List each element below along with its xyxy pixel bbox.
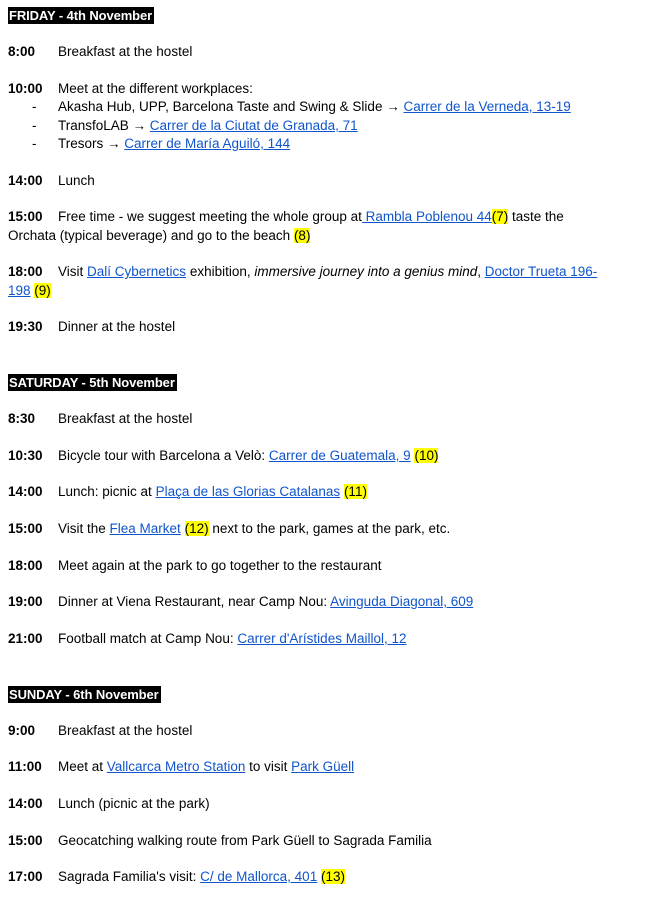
time-label: 15:00 <box>8 209 43 224</box>
address-link[interactable]: Plaça de las Glorias Catalanas <box>155 484 341 499</box>
exhibition-tagline: immersive journey into a genius mind <box>254 264 478 279</box>
address-link[interactable]: Carrer de Guatemala, 9 <box>268 448 411 463</box>
activity-text <box>58 867 648 886</box>
activity-text-part: Sagrada Familia's visit: <box>58 869 201 884</box>
activity-text: Breakfast at the hostel <box>58 723 193 738</box>
activity-text <box>58 757 648 776</box>
time-label: 8:30 <box>8 411 36 426</box>
activity-text: Dinner at the hostel <box>58 319 176 334</box>
map-marker-number: (8) <box>293 228 311 243</box>
address-link[interactable]: C/ de Mallorca, 401 <box>200 869 318 884</box>
time-label: 21:00 <box>8 631 43 646</box>
activity-text: Meet again at the park to go together to the restaurant <box>58 558 382 573</box>
bullet-dash: - <box>32 99 37 114</box>
activity-text: Geocatching walking route from Park Güell to Sagrada Familia <box>58 833 432 848</box>
address-link[interactable]: Carrer d'Arístides Maillol, 12 <box>237 631 407 646</box>
time-label: 19:30 <box>8 319 43 334</box>
time-label: 10:30 <box>8 448 43 463</box>
activity-text <box>58 482 648 501</box>
activity-text-part: taste the Orchata (typical beverage) and go to the beach <box>8 209 564 243</box>
activity-text <box>58 519 648 538</box>
time-label: 19:00 <box>8 594 43 609</box>
activity-text-part: Visit the <box>58 521 110 536</box>
sub-item-text: TransfoLAB → <box>58 118 150 133</box>
activity-text-part: Football match at Camp Nou: <box>58 631 238 646</box>
time-label: 11:00 <box>8 759 42 774</box>
activity-text-part: Visit <box>58 264 88 279</box>
address-link[interactable]: Carrer de María Aguiló, 144 <box>124 136 291 151</box>
time-label: 9:00 <box>8 723 36 738</box>
activity-text <box>58 446 648 465</box>
metro-station-link[interactable]: Vallcarca Metro Station <box>106 759 246 774</box>
activity-text: Meet at the different workplaces: <box>58 81 253 96</box>
address-link[interactable]: Carrer de la Verneda, 13-19 <box>403 99 571 114</box>
activity-text: Breakfast at the hostel <box>58 44 193 59</box>
activity-text-part: Bicycle tour with Barcelona a Velò: <box>58 448 269 463</box>
activity-text: Lunch <box>58 173 95 188</box>
activity-text-part: Dinner at Viena Restaurant, near Camp Nou: <box>58 594 331 609</box>
time-label: 18:00 <box>8 558 43 573</box>
day-header-saturday: SATURDAY - 5th November <box>9 375 175 390</box>
bullet-dash: - <box>32 136 37 151</box>
activity-text: Breakfast at the hostel <box>58 411 193 426</box>
sub-item-text: Akasha Hub, UPP, Barcelona Taste and Swing & Slide → <box>58 99 404 114</box>
activity-text: Lunch (picnic at the park) <box>58 796 210 811</box>
time-label: 14:00 <box>8 796 43 811</box>
map-marker-number: (10) <box>414 448 439 463</box>
bullet-dash: - <box>32 118 37 133</box>
activity-text <box>58 629 648 648</box>
schedule-row <box>8 207 648 247</box>
exhibition-link[interactable]: Dalí Cybernetics <box>87 264 187 279</box>
time-label: 14:00 <box>8 484 43 499</box>
time-label: 14:00 <box>8 173 43 188</box>
day-header-friday: FRIDAY - 4th November <box>9 8 153 23</box>
address-link[interactable]: Carrer de la Ciutat de Granada, 71 <box>149 118 358 133</box>
address-link[interactable]: Avinguda Diagonal, 609 <box>330 594 474 609</box>
map-marker-number: (7) <box>491 209 509 224</box>
activity-text-part: next to the park, games at the park, etc. <box>208 521 451 536</box>
address-link[interactable]: Doctor Trueta 196-198 <box>8 264 598 298</box>
park-link[interactable]: Park Güell <box>291 759 355 774</box>
activity-text-part: , <box>477 264 485 279</box>
time-label: 15:00 <box>8 833 43 848</box>
time-label: 10:00 <box>8 81 43 96</box>
address-link[interactable]: Rambla Poblenou 44 <box>361 209 492 224</box>
activity-text-part: exhibition, <box>186 264 255 279</box>
place-link[interactable]: Flea Market <box>109 521 181 536</box>
day-header-sunday: SUNDAY - 6th November <box>9 687 159 702</box>
activity-text <box>58 592 648 611</box>
time-label: 15:00 <box>8 521 43 536</box>
sub-item-text: Tresors → <box>58 136 125 151</box>
activity-text <box>8 262 598 300</box>
activity-text-part: Meet at <box>58 759 107 774</box>
map-marker-number: (13) <box>320 869 345 884</box>
activity-text-part: Free time - we suggest meeting the whole group at <box>58 209 362 224</box>
activity-text <box>8 207 598 245</box>
map-marker-number: (9) <box>34 283 51 298</box>
time-label: 18:00 <box>8 264 43 279</box>
map-marker-number: (11) <box>343 484 367 499</box>
time-label: 8:00 <box>8 44 36 59</box>
activity-text-part: to visit <box>245 759 292 774</box>
schedule-row <box>8 262 648 302</box>
activity-text-part: Lunch: picnic at <box>58 484 156 499</box>
map-marker-number: (12) <box>184 521 209 536</box>
time-label: 17:00 <box>8 869 43 884</box>
